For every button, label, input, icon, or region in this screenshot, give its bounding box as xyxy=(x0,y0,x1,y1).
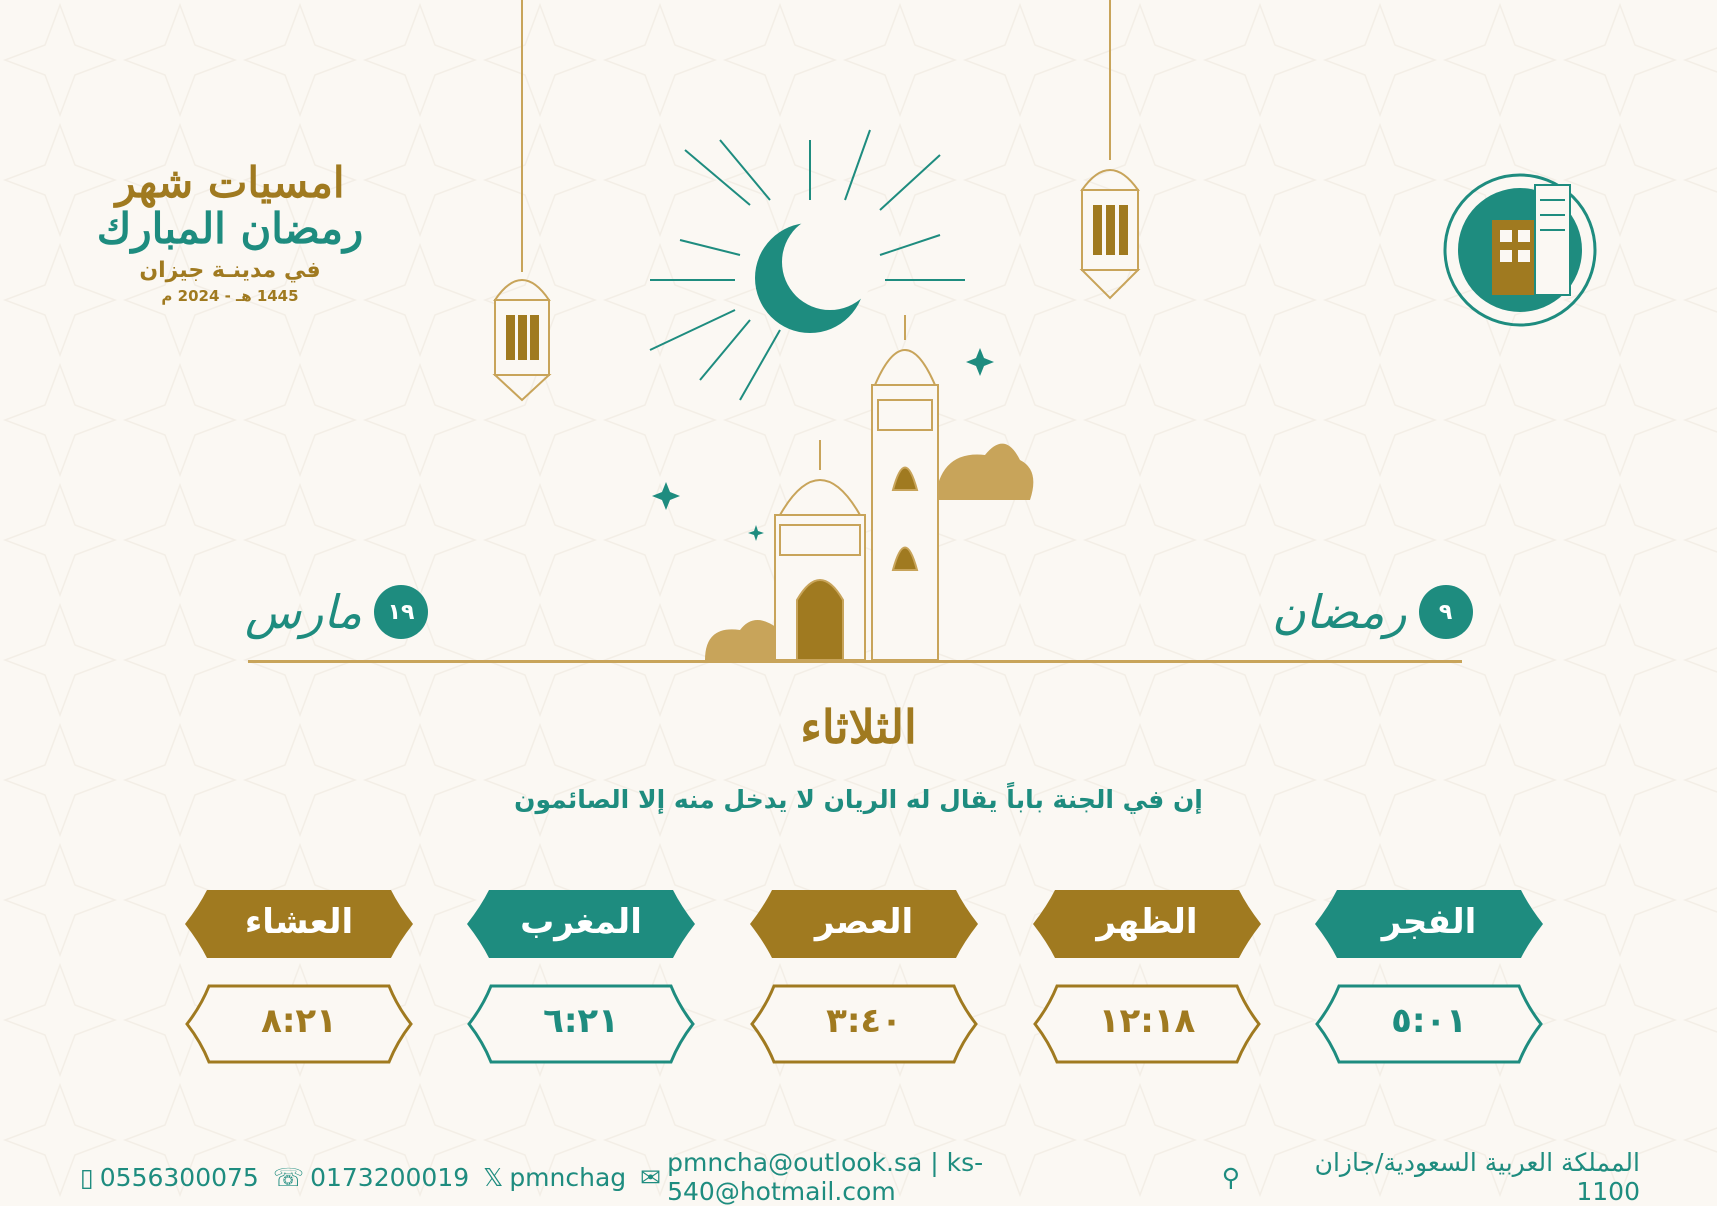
phone-contact xyxy=(273,1163,469,1192)
gregorian-date xyxy=(245,585,428,639)
lantern-right-icon xyxy=(1082,0,1138,298)
prayer-card xyxy=(750,890,978,1070)
prayer-name: الفجر xyxy=(1381,902,1477,942)
gregorian-day-badge: ١٩ xyxy=(374,585,428,639)
prayer-name: المغرب xyxy=(520,902,642,942)
date-divider xyxy=(248,660,1462,663)
hijri-date xyxy=(1272,585,1473,639)
address-text: المملكة العربية السعودية/جازان 1100 xyxy=(1314,1148,1640,1206)
mobile-icon: ▯ xyxy=(80,1162,94,1192)
mobile-number: 0556300075 xyxy=(99,1162,259,1192)
crescent-moon-icon xyxy=(755,214,878,333)
x-contact xyxy=(483,1163,626,1192)
star-icon xyxy=(652,482,680,510)
prayer-name: العشاء xyxy=(244,902,354,942)
prayer-name: العصر xyxy=(814,902,914,942)
star-icon xyxy=(748,525,764,541)
hijri-day-badge: ٩ xyxy=(1419,585,1473,639)
phone-number: 0173200019 xyxy=(310,1162,470,1192)
prayer-time: ٣:٤٠ xyxy=(826,1001,902,1041)
weekday-title: الثلاثاء xyxy=(800,700,917,754)
x-logo-icon: 𝕏 xyxy=(483,1162,504,1192)
prayer-time: ٥:٠١ xyxy=(1391,1001,1467,1041)
event-title-part2: رمضان المبارك xyxy=(96,204,364,254)
address-contact xyxy=(1222,1148,1640,1206)
location-pin-icon: ⚲ xyxy=(1221,1162,1241,1192)
prayer-card xyxy=(467,890,695,1070)
event-subtitle: في مدينـة جيزان xyxy=(139,258,321,284)
email-addresses: pmncha@outlook.sa | ks-540@hotmail.com xyxy=(667,1148,984,1206)
lantern-left-icon xyxy=(495,0,549,400)
phone-icon: ☏ xyxy=(272,1162,305,1192)
prayer-time: ١٢:١٨ xyxy=(1098,1001,1196,1041)
email-contact xyxy=(640,1148,1208,1206)
cloud-icon xyxy=(935,444,1033,500)
prayer-time: ٦:٢١ xyxy=(543,1001,619,1041)
prayer-card xyxy=(1033,890,1261,1070)
email-icon: ✉ xyxy=(640,1162,662,1192)
contact-footer xyxy=(80,1148,1640,1206)
event-years: 1445 هـ - 2024 م xyxy=(161,287,299,306)
prayer-card xyxy=(185,890,413,1070)
event-title-part1: امسيات شهر xyxy=(115,158,345,207)
gregorian-month-label: مارس xyxy=(245,585,363,639)
star-icon xyxy=(966,348,994,376)
prayer-name: الظهر xyxy=(1096,902,1198,942)
mosque-icon xyxy=(775,315,938,660)
hijri-month-label: رمضان xyxy=(1272,585,1407,639)
x-handle: pmnchag xyxy=(509,1162,627,1192)
hadith-text: إن في الجنة باباً يقال له الريان لا يدخل منه إلا الصائمون xyxy=(514,785,1203,814)
prayer-time: ٨:٢١ xyxy=(261,1001,337,1041)
mobile-contact xyxy=(80,1163,259,1192)
prayer-card xyxy=(1315,890,1543,1070)
